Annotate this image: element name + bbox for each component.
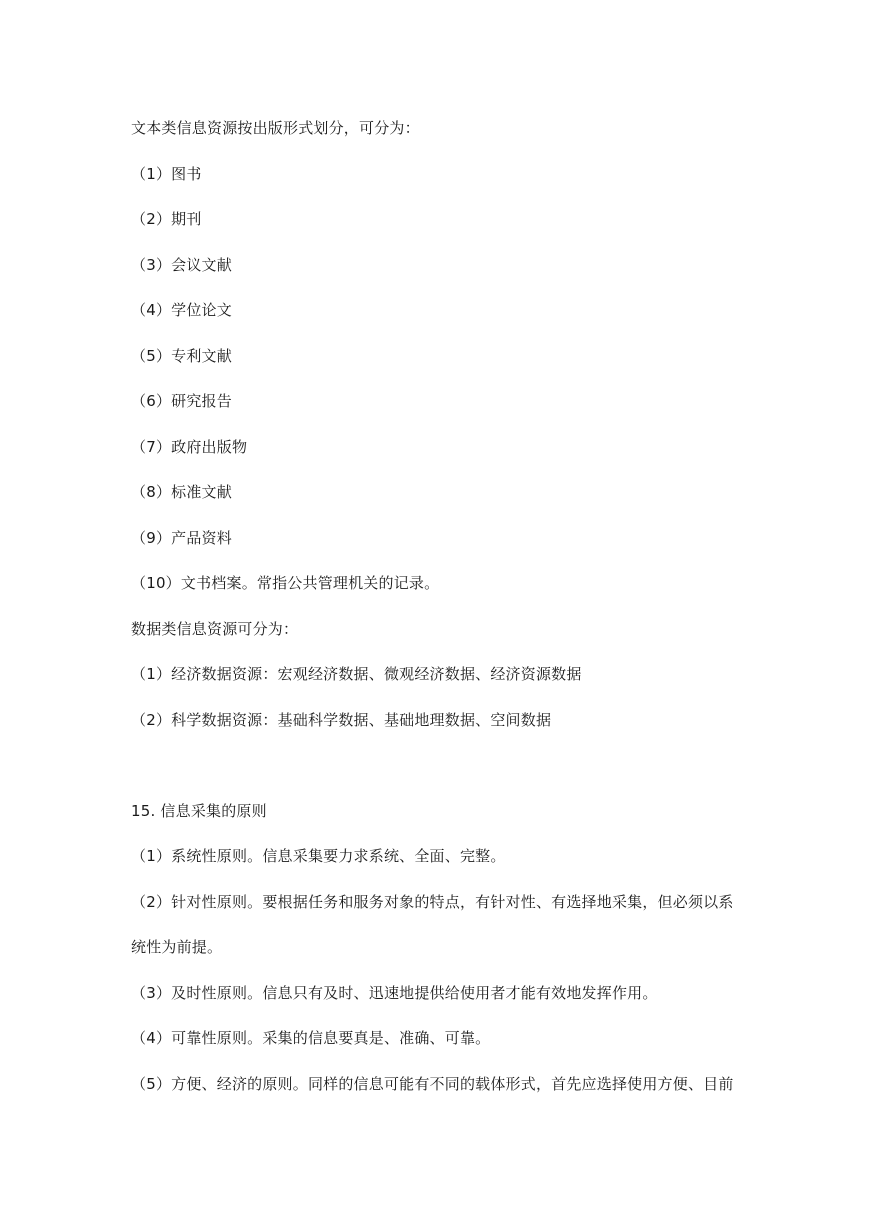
intro-text-resources: 文本类信息资源按出版形式划分，可分为： [131,119,420,137]
list-item: （5）专利文献 [131,347,232,365]
section-heading: 15. 信息采集的原则 [131,802,267,820]
list-item: （5）方便、经济的原则。同样的信息可能有不同的载体形式，首先应选择使用方便、目前 [131,1075,734,1093]
list-item: （1）系统性原则。信息采集要力求系统、全面、完整。 [131,847,506,865]
list-item: （10）文书档案。常指公共管理机关的记录。 [131,574,440,592]
list-item: （7）政府出版物 [131,438,248,456]
list-item: （9）产品资料 [131,529,232,547]
list-item: （2）期刊 [131,210,202,228]
list-item: （1）经济数据资源：宏观经济数据、微观经济数据、经济资源数据 [131,665,582,683]
list-item: （4）学位论文 [131,301,232,319]
list-item: （4）可靠性原则。采集的信息要真是、准确、可靠。 [131,1029,491,1047]
intro-data-resources: 数据类信息资源可分为： [131,620,299,638]
list-item: （1）图书 [131,165,202,183]
list-item: （8）标准文献 [131,483,232,501]
list-item: （2）科学数据资源：基础科学数据、基础地理数据、空间数据 [131,711,552,729]
list-item: （6）研究报告 [131,392,232,410]
list-item: （3）及时性原则。信息只有及时、迅速地提供给使用者才能有效地发挥作用。 [131,984,658,1002]
list-item-continuation: 统性为前提。 [131,938,223,956]
list-item: （3）会议文献 [131,256,232,274]
list-item: （2）针对性原则。要根据任务和服务对象的特点，有针对性、有选择地采集，但必须以系 [131,893,734,911]
